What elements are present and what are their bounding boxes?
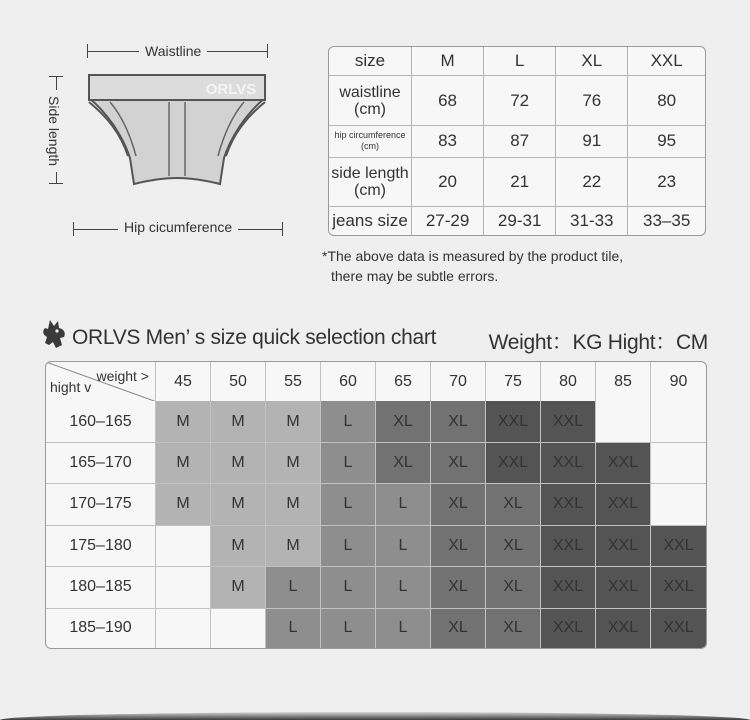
spec-row-label: waistline (cm) xyxy=(329,76,412,125)
weight-header-cell: 80 xyxy=(541,362,596,401)
size-cell: XXL xyxy=(651,609,706,648)
spec-row xyxy=(329,126,705,158)
spec-header-cell: L xyxy=(484,47,556,76)
spec-row xyxy=(329,158,705,207)
size-cell: M xyxy=(211,443,266,484)
grid-row xyxy=(46,443,706,484)
spec-header-cell: M xyxy=(412,47,484,76)
size-cell: M xyxy=(156,484,211,525)
weight-header-cell: 65 xyxy=(376,362,431,401)
spec-header-cell: XL xyxy=(556,47,628,76)
size-cell xyxy=(596,401,651,442)
hip-circumference-label: Hip cicumference xyxy=(118,219,238,235)
height-axis-label: hight v xyxy=(50,379,92,396)
size-cell: M xyxy=(156,401,211,442)
size-cell: XXL xyxy=(651,526,706,567)
size-cell: XXL xyxy=(541,567,596,608)
size-cell: L xyxy=(321,609,376,648)
grid-row xyxy=(46,567,706,608)
spec-cell: 20 xyxy=(412,158,484,207)
grid-header-row xyxy=(46,362,706,401)
size-cell: XL xyxy=(486,609,541,648)
size-cell xyxy=(651,443,706,484)
spec-cell: 76 xyxy=(556,76,628,125)
hip-tick-right xyxy=(282,222,283,236)
size-cell: L xyxy=(266,567,321,608)
size-cell: L xyxy=(321,526,376,567)
spec-row xyxy=(329,76,705,125)
grid-row xyxy=(46,401,706,442)
spec-cell: 33–35 xyxy=(643,210,691,230)
size-cell: M xyxy=(211,567,266,608)
size-cell xyxy=(156,526,211,567)
height-row-label: 185–190 xyxy=(46,609,156,648)
weight-axis-label: weight > xyxy=(96,368,149,384)
weight-header-cell: 70 xyxy=(431,362,486,401)
spec-cell: 72 xyxy=(484,76,556,125)
spec-cell: 95 xyxy=(628,126,705,158)
size-cell: L xyxy=(321,401,376,442)
spec-cell: 22 xyxy=(556,158,628,207)
size-cell: L xyxy=(266,609,321,648)
size-cell: XL xyxy=(431,443,486,484)
size-cell: XL xyxy=(431,484,486,525)
note-line: there may be subtle errors. xyxy=(331,268,499,284)
weight-header-cell: 75 xyxy=(486,362,541,401)
size-cell: XL xyxy=(431,401,486,442)
height-row-label: 170–175 xyxy=(46,484,156,525)
size-cell: XXL xyxy=(596,526,651,567)
size-cell: L xyxy=(376,484,431,525)
size-cell: XXL xyxy=(596,484,651,525)
spec-header-cell: size xyxy=(329,47,412,76)
weight-header-cell: 50 xyxy=(211,362,266,401)
size-cell xyxy=(651,484,706,525)
size-cell: L xyxy=(321,567,376,608)
size-cell: XXL xyxy=(541,401,596,442)
size-cell: XL xyxy=(431,526,486,567)
size-cell: XXL xyxy=(541,609,596,648)
size-cell: M xyxy=(156,443,211,484)
height-row-label: 160–165 xyxy=(46,401,156,442)
height-row-label: 165–170 xyxy=(46,443,156,484)
weight-header-cell: 45 xyxy=(156,362,211,401)
quick-chart-units: Weight：KG Hight：CM xyxy=(488,331,708,354)
note-line: *The above data is measured by the product tile, xyxy=(322,248,624,264)
weight-header-cell: 60 xyxy=(321,362,376,401)
brief-diagram xyxy=(40,38,310,248)
spec-row-label: jeans size xyxy=(329,207,412,235)
size-cell xyxy=(651,401,706,442)
size-quick-selection-table xyxy=(45,361,707,649)
grid-corner-cell xyxy=(46,362,156,401)
size-cell: XL xyxy=(376,443,431,484)
side-length-label: Side length xyxy=(46,90,62,172)
spec-cell: 23 xyxy=(628,158,705,207)
size-cell: XXL xyxy=(486,443,541,484)
size-cell: XXL xyxy=(541,484,596,525)
bottom-decoration xyxy=(0,712,750,720)
size-cell: XL xyxy=(431,567,486,608)
size-cell: XL xyxy=(486,484,541,525)
size-cell: XL xyxy=(486,567,541,608)
size-cell xyxy=(156,567,211,608)
brief-icon xyxy=(86,72,268,190)
size-spec-table xyxy=(328,46,706,236)
size-cell: XXL xyxy=(596,609,651,648)
grid-row xyxy=(46,526,706,567)
size-cell: XXL xyxy=(596,567,651,608)
size-cell: L xyxy=(376,526,431,567)
weight-header-cell: 85 xyxy=(596,362,651,401)
grid-row xyxy=(46,609,706,648)
size-cell: M xyxy=(211,484,266,525)
size-cell: M xyxy=(211,401,266,442)
spec-cell: 83 xyxy=(412,126,484,158)
height-row-label: 175–180 xyxy=(46,526,156,567)
spec-row xyxy=(329,207,705,235)
quick-chart-title: ORLVS Men’ s size quick selection chart xyxy=(72,326,437,349)
size-cell: XXL xyxy=(541,526,596,567)
spec-cell: 80 xyxy=(628,76,705,125)
size-cell xyxy=(211,609,266,648)
size-cell: XXL xyxy=(541,443,596,484)
weight-header-cell: 55 xyxy=(266,362,321,401)
size-cell: XL xyxy=(486,526,541,567)
waistline-tick-right xyxy=(267,44,268,58)
size-cell: L xyxy=(376,609,431,648)
size-cell: L xyxy=(321,443,376,484)
spec-cell: 91 xyxy=(556,126,628,158)
spec-cell: 87 xyxy=(484,126,556,158)
measurement-note xyxy=(322,246,623,286)
grid-row xyxy=(46,484,706,525)
spec-cell: 31-33 xyxy=(556,207,628,235)
size-cell: XXL xyxy=(651,567,706,608)
size-cell: L xyxy=(376,567,431,608)
spec-header-cell: XXL xyxy=(628,47,705,76)
spec-header-row xyxy=(329,47,705,76)
side-tick-bottom xyxy=(49,183,63,184)
size-cell: M xyxy=(266,484,321,525)
spec-cell: 68 xyxy=(412,76,484,125)
weight-header-cell: 90 xyxy=(669,372,688,390)
height-row-label: 180–185 xyxy=(46,567,156,608)
size-cell: M xyxy=(211,526,266,567)
spec-cell: 21 xyxy=(484,158,556,207)
brand-mark: ORLVS xyxy=(205,81,257,98)
size-cell: XL xyxy=(431,609,486,648)
size-cell: XXL xyxy=(596,443,651,484)
waistline-label: Waistline xyxy=(139,43,207,59)
size-cell: XXL xyxy=(486,401,541,442)
spec-row-label: hip circumference (cm) xyxy=(329,126,412,158)
size-cell: XL xyxy=(376,401,431,442)
spec-cell: 27-29 xyxy=(412,207,484,235)
spec-cell: 29-31 xyxy=(484,207,556,235)
spec-row-label: side length (cm) xyxy=(329,158,412,207)
size-cell: M xyxy=(266,526,321,567)
size-cell: M xyxy=(266,443,321,484)
size-cell xyxy=(156,609,211,648)
size-cell: L xyxy=(321,484,376,525)
brand-logo-icon xyxy=(40,318,68,350)
size-cell: M xyxy=(266,401,321,442)
